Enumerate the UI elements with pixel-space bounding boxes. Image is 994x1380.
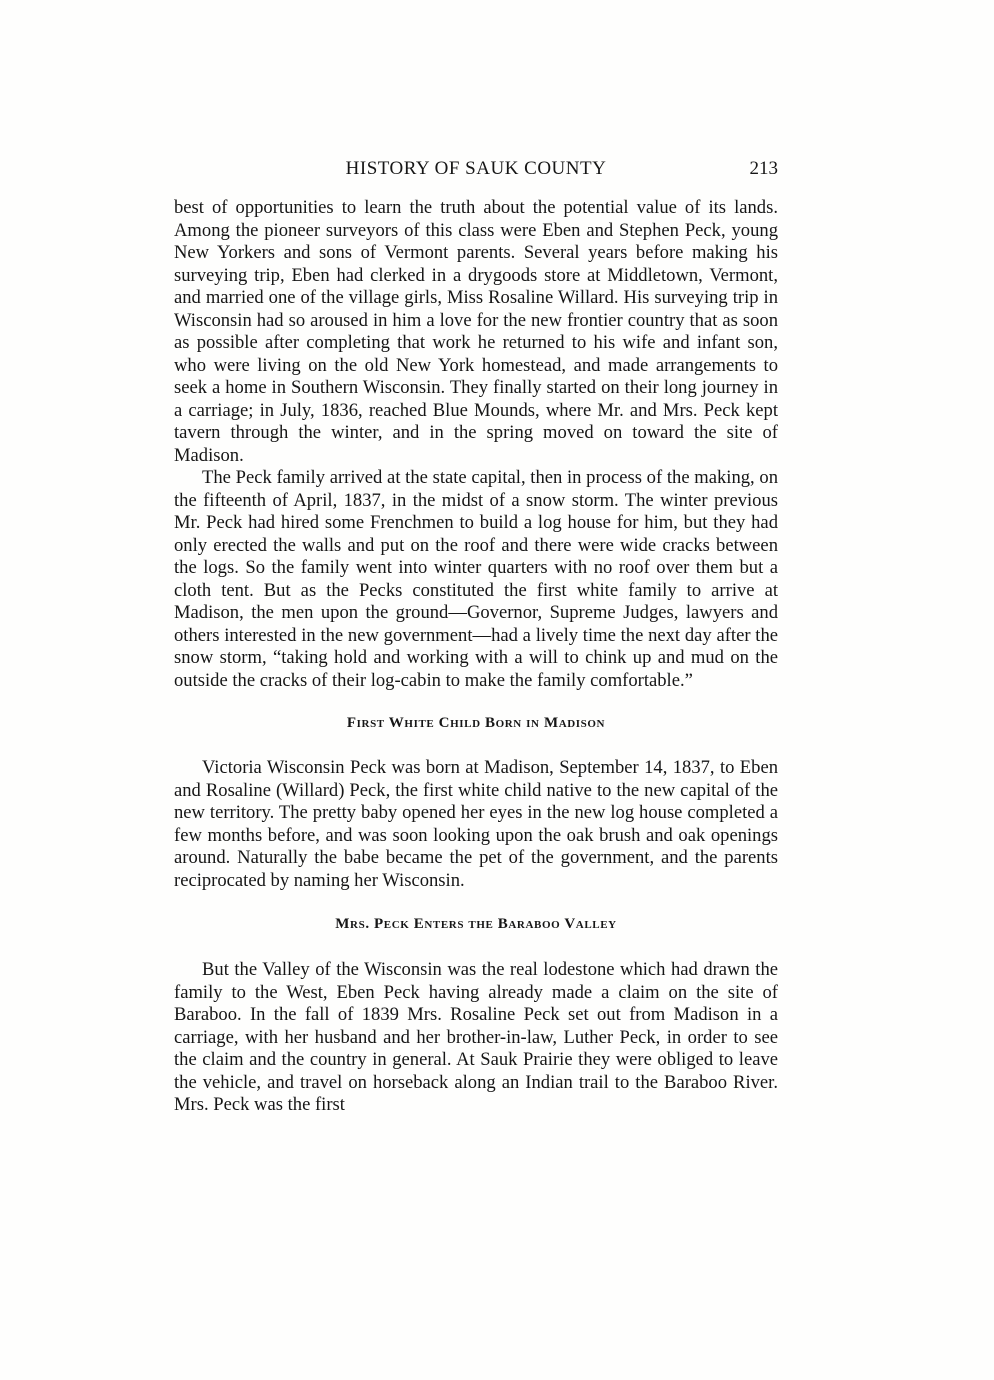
- running-header: [174, 157, 778, 181]
- page-number: 213: [749, 158, 778, 179]
- paragraph-peck-family-arrival: The Peck family arrived at the state capital, then in process of the making, on the fifteenth of April, 1837, in the midst of a snow storm. The winter previous Mr. Peck had hired some Frenchmen to build a log house for him, but they had only erected the walls and put on the roof and there were wide cracks between the logs. So the family went into winter quarters with no roof over them but a cloth tent. But as the Pecks constituted the first white family to arrive at Madison, the men upon the ground—Governor, Supreme Judges, lawyers and others interested in the new government—had a lively time the next day after the snow storm, “taking hold and working with a will to chink up and mud on the outside the cracks of their log-cabin to make the family comfortable.”: [174, 467, 778, 691]
- section-heading-baraboo-valley: Mrs. Peck Enters the Baraboo Valley: [335, 916, 617, 932]
- paragraph-baraboo-valley: But the Valley of the Wisconsin was the real lodestone which had drawn the family to the West, Eben Peck having already made a claim on the site of Baraboo. In the fall of 1839 Mrs. Rosaline Peck set out from Madison in a carriage, with her husband and her brother-in-law, Luther Peck, in order to see the claim and the country in general. At Sauk Prairie they were obliged to leave the vehicle, and travel on horseback along an Indian trail to the Baraboo River. Mrs. Peck was the first: [174, 959, 778, 1115]
- section-heading-first-white-child: First White Child Born in Madison: [346, 715, 606, 731]
- paragraph-continued: best of opportunities to learn the truth about the potential value of its lands. Among the pioneer surveyors of this class were Eben and Stephen Peck, young New Yorkers and sons of Vermont parents. Several years before making his surveying trip, Eben had clerked in a drygoods store at Middletown, Vermont, and married one of the village girls, Miss Rosaline Willard. His surveying trip in Wisconsin had so aroused in him a love for the new frontier country that as soon as possible after completing that work he returned to his wife and infant son, who were living on the old New York homestead, and made arrangements to seek a home in Southern Wisconsin. They finally started on their long journey in a carriage; in July, 1836, reached Blue Mounds, where Mr. and Mrs. Peck kept tavern through the winter, and in the spring moved on toward the site of Madison.: [174, 197, 778, 466]
- body-text: [174, 197, 778, 1117]
- running-title: HISTORY OF SAUK COUNTY: [345, 158, 607, 179]
- paragraph-victoria-wisconsin-peck: Victoria Wisconsin Peck was born at Madison, September 14, 1837, to Eben and Rosaline (Willard) Peck, the first white child native to the new capital of the new territory. The pretty baby opened her eyes in the new log house completed a few months before, and was soon looking upon the oak brush and oak openings around. Naturally the babe became the pet of the government, and the parents reciprocated by naming her Wisconsin.: [174, 757, 778, 891]
